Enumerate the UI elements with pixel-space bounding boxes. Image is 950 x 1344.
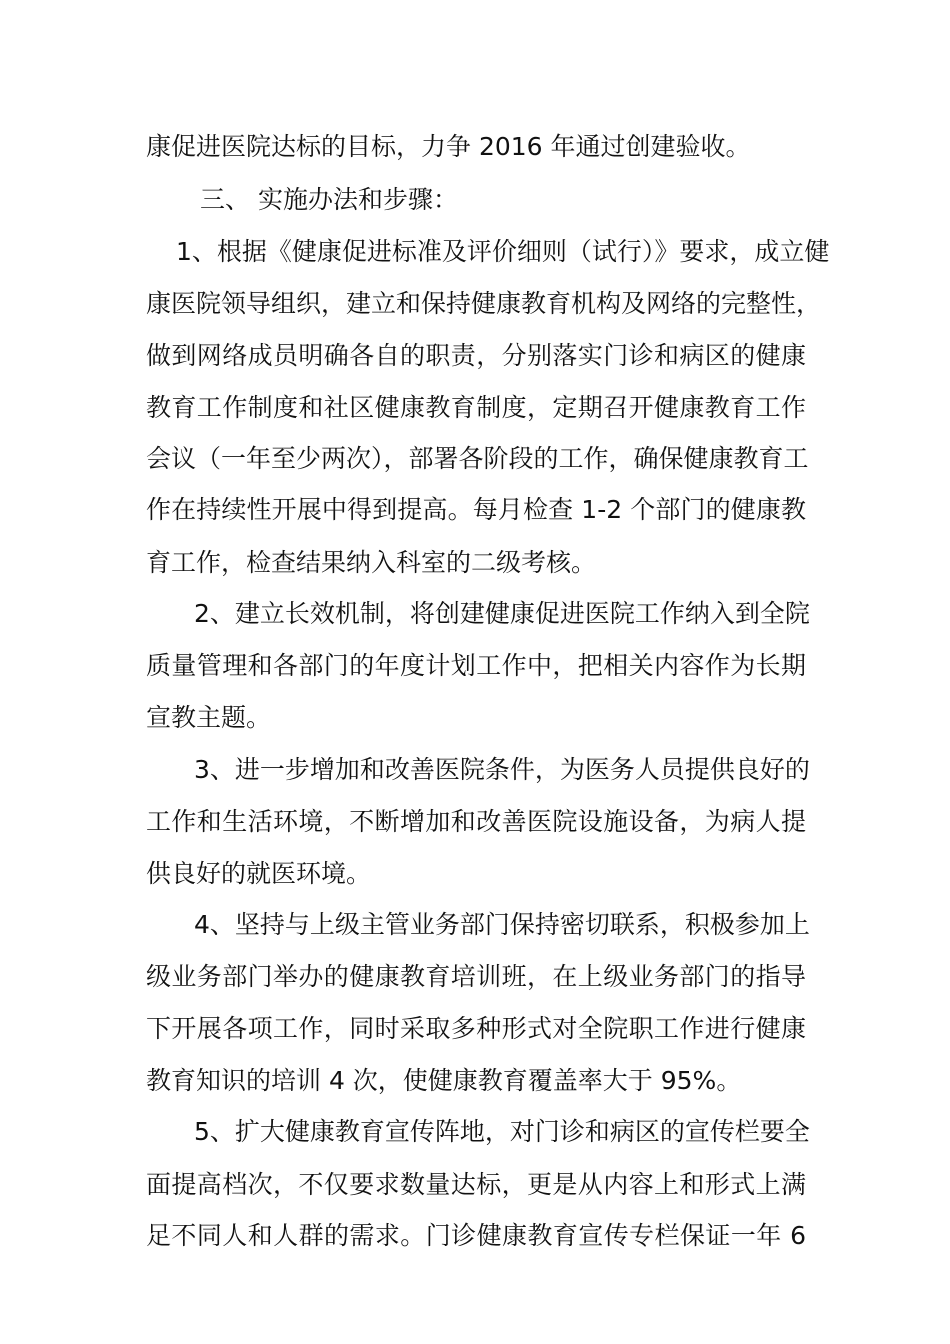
text-line: 会议（一年至少两次），部署各阶段的工作，确保健康教育工: [146, 444, 809, 473]
text-line: 宣教主题。: [146, 703, 272, 732]
text-line: 供良好的就医环境。: [146, 859, 372, 888]
text-line: 教育知识的培训 4 次，使健康教育覆盖率大于 95%。: [146, 1066, 742, 1095]
text-line: 2、建立长效机制，将创建健康促进医院工作纳入到全院: [194, 599, 810, 628]
text-line: 1、根据《健康促进标准及评价细则（试行）》要求，成立健: [176, 237, 830, 266]
text-line: 3、进一步增加和改善医院条件，为医务人员提供良好的: [194, 755, 810, 784]
text-line: 下开展各项工作，同时采取多种形式对全院职工作进行健康: [146, 1014, 806, 1043]
text-line: 做到网络成员明确各自的职责，分别落实门诊和病区的健康: [146, 341, 806, 370]
text-line: 足不同人和人群的需求。门诊健康教育宣传专栏保证一年 6: [146, 1221, 806, 1250]
text-line: 级业务部门举办的健康教育培训班，在上级业务部门的指导: [146, 962, 806, 991]
text-line: 康促进医院达标的目标，力争 2016 年通过创建验收。: [146, 132, 751, 161]
text-line: 质量管理和各部门的年度计划工作中，把相关内容作为长期: [146, 651, 806, 680]
text-line: 4、坚持与上级主管业务部门保持密切联系，积极参加上: [194, 910, 810, 939]
text-line: 面提高档次，不仅要求数量达标，更是从内容上和形式上满: [146, 1170, 806, 1199]
text-line: 育工作，检查结果纳入科室的二级考核。: [146, 548, 597, 577]
text-line: 作在持续性开展中得到提高。每月检查 1-2 个部门的健康教: [146, 495, 806, 524]
text-line: 5、扩大健康教育宣传阵地，对门诊和病区的宣传栏要全: [194, 1117, 810, 1146]
text-line: 教育工作制度和社区健康教育制度，定期召开健康教育工作: [146, 393, 806, 422]
text-line: 康医院领导组织，建立和保持健康教育机构及网络的完整性，: [146, 289, 822, 318]
section-heading: 三、 实施办法和步骤：: [200, 185, 458, 214]
text-line: 工作和生活环境，不断增加和改善医院设施设备，为病人提: [146, 807, 806, 836]
